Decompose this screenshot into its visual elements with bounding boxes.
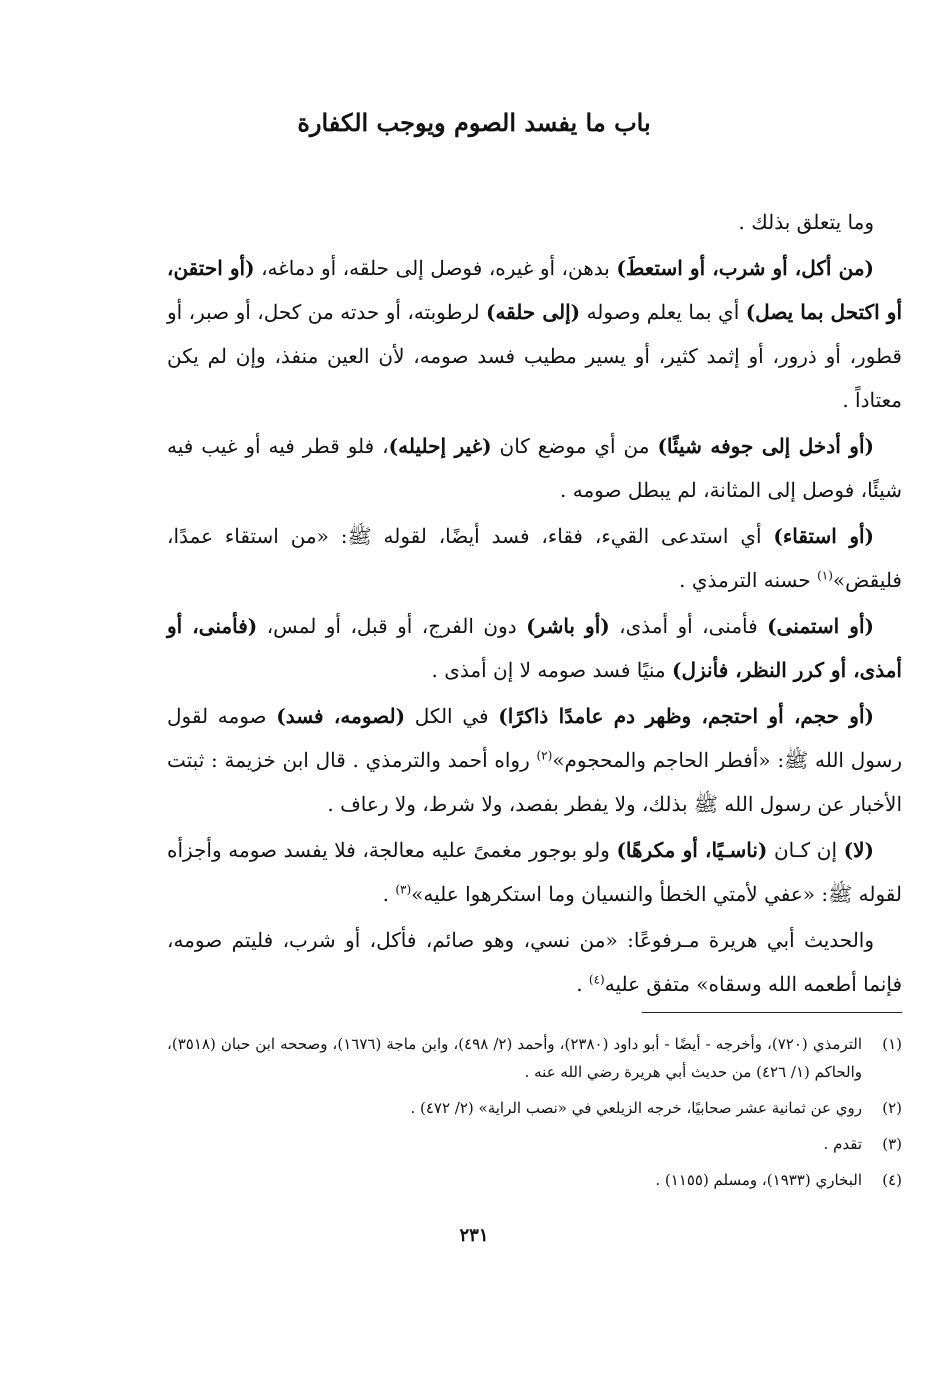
text-run: رواه أحمد والترمذي . قال ابن خزيمة : ثبتت الأخبار عن رسول الله ﷺ بذلك، ولا يفطر بفصد، ولا شرط، ولا رعاف . — [167, 748, 902, 816]
paragraph-7 — [167, 918, 902, 1006]
paragraph-0 — [167, 200, 902, 244]
text-run: أي بما يعلم وصوله — [580, 300, 746, 324]
text-run: ولو بوجور مغمىً عليه معالجة، فلا يفسد صومه وأجزأه لقوله ﷺ: «عفي لأمتي الخطأ والنسيان وما استكرهوا عليه» — [167, 838, 902, 906]
footnote-number: (١) — [882, 1035, 902, 1053]
text-run: . — [576, 972, 589, 996]
footnote-number: (٣) — [882, 1135, 902, 1153]
footnote-number: (٢) — [882, 1099, 902, 1117]
footnote-text: الترمذي (٧٢٠)، وأخرجه - أيضًا - أبو داود (٢٣٨٠)، وأحمد (٢/ ٤٩٨)، وابن ماجة (١٦٧٦)، وصححه ابن حبان (٣٥١٨)، والحاكم (١/ ٤٢٦) من حديث أبي هريرة رضي الله عنه . — [167, 1035, 863, 1081]
text-run: لرطوبته، أو حدته من كحل، أو صبر، أو قطور، أو ذرور، أو إثمد كثير، أو يسير مطيب فسد صومه، لأن العين منفذ، وإن لم يكن معتاداً . — [167, 300, 902, 412]
text-run: وما يتعلق بذلك . — [738, 210, 874, 234]
text-run: فأمنى، أو أمذى، — [609, 614, 768, 638]
matn-text: (لا) — [843, 838, 874, 862]
paragraph-2 — [167, 424, 902, 512]
matn-text: (لصومه، فسد) — [276, 704, 406, 728]
paragraph-4 — [167, 604, 902, 692]
footnote-item — [167, 1130, 902, 1158]
main-text — [167, 200, 902, 1008]
matn-text: (من أكل، أو شرب، أو استعطَ) — [616, 256, 874, 280]
matn-text: (أو استقاء) — [773, 524, 874, 548]
footnote-text: البخاري (١٩٣٣)، ومسلم (١١٥٥) . — [655, 1171, 862, 1189]
text-run: منيًا فسد صومه لا إن أمذى . — [431, 658, 672, 682]
footnote-number: (٤) — [882, 1171, 902, 1189]
text-run: صومه لقول رسول الله ﷺ: «أفطر الحاجم والمحجوم» — [167, 704, 902, 772]
matn-text: (إلى حلقه) — [486, 300, 581, 324]
text-run: حسنه الترمذي . — [679, 568, 818, 592]
text-run: بدهن، أو غيره، فوصل إلى حلقه، أو دماغه، — [254, 256, 617, 280]
matn-text: (أو استمنى) — [767, 614, 874, 638]
footnote-item — [167, 1030, 902, 1086]
matn-text: (فأمنى، أو أمذى، أو كرر النظر، فأنزل) — [167, 614, 902, 682]
text-run: . — [382, 882, 396, 906]
paragraph-5 — [167, 694, 902, 826]
matn-text: (أو أدخل إلى جوفه شيئًا) — [657, 434, 874, 458]
text-run: من أي موضع كان — [491, 434, 658, 458]
footnote-text: تقدم . — [823, 1135, 862, 1153]
matn-text: (أو احتقن، أو اكتحل بما يصل) — [167, 256, 902, 324]
text-run: أي استدعى القيء، فقاء، فسد أيضًا، لقوله ﷺ: «من استقاء عمدًا، فليقض» — [167, 524, 902, 592]
matn-text: (ناسـيًا، أو مكرهًا) — [616, 838, 768, 862]
page-number: ٢٣١ — [459, 1225, 489, 1246]
footnote-item — [167, 1166, 902, 1194]
page-title: باب ما يفسد الصوم ويوجب الكفارة — [297, 108, 651, 137]
footnote-ref[interactable]: (٢) — [536, 748, 553, 763]
text-run: دون الفرج، أو قبل، أو لمس، — [257, 614, 527, 638]
paragraph-1 — [167, 246, 902, 422]
footnote-ref[interactable]: (١) — [817, 568, 833, 583]
text-run: إن كـان — [767, 838, 844, 862]
footnote-ref[interactable]: (٣) — [395, 882, 412, 897]
paragraph-3 — [167, 514, 902, 602]
text-run: في الكل — [405, 704, 499, 728]
footnote-ref[interactable]: (٤) — [588, 972, 605, 987]
footnote-item — [167, 1094, 902, 1122]
text-run: والحديث أبي هريرة مـرفوعًا: «من نسي، وهو صائم، فأكل، أو شرب، فليتم صومه، فإنما أطعمه الله وسقاه» متفق عليه — [167, 928, 902, 996]
text-run: ، فلو قطر فيه أو غيب فيه شيئًا، فوصل إلى المثانة، لم يبطل صومه . — [167, 434, 902, 502]
footnotes — [167, 1030, 902, 1202]
matn-text: (أو باشر) — [526, 614, 610, 638]
matn-text: (أو حجم، أو احتجم، وظهر دم عامدًا ذاكرًا) — [498, 704, 874, 728]
matn-text: (غير إحليله) — [388, 434, 492, 458]
paragraph-6 — [167, 828, 902, 916]
footnote-text: روي عن ثمانية عشر صحابيًا، خرجه الزيلعي في «نصب الراية» (٢/ ٤٧٢) . — [410, 1099, 862, 1117]
footnote-divider — [642, 1012, 902, 1013]
